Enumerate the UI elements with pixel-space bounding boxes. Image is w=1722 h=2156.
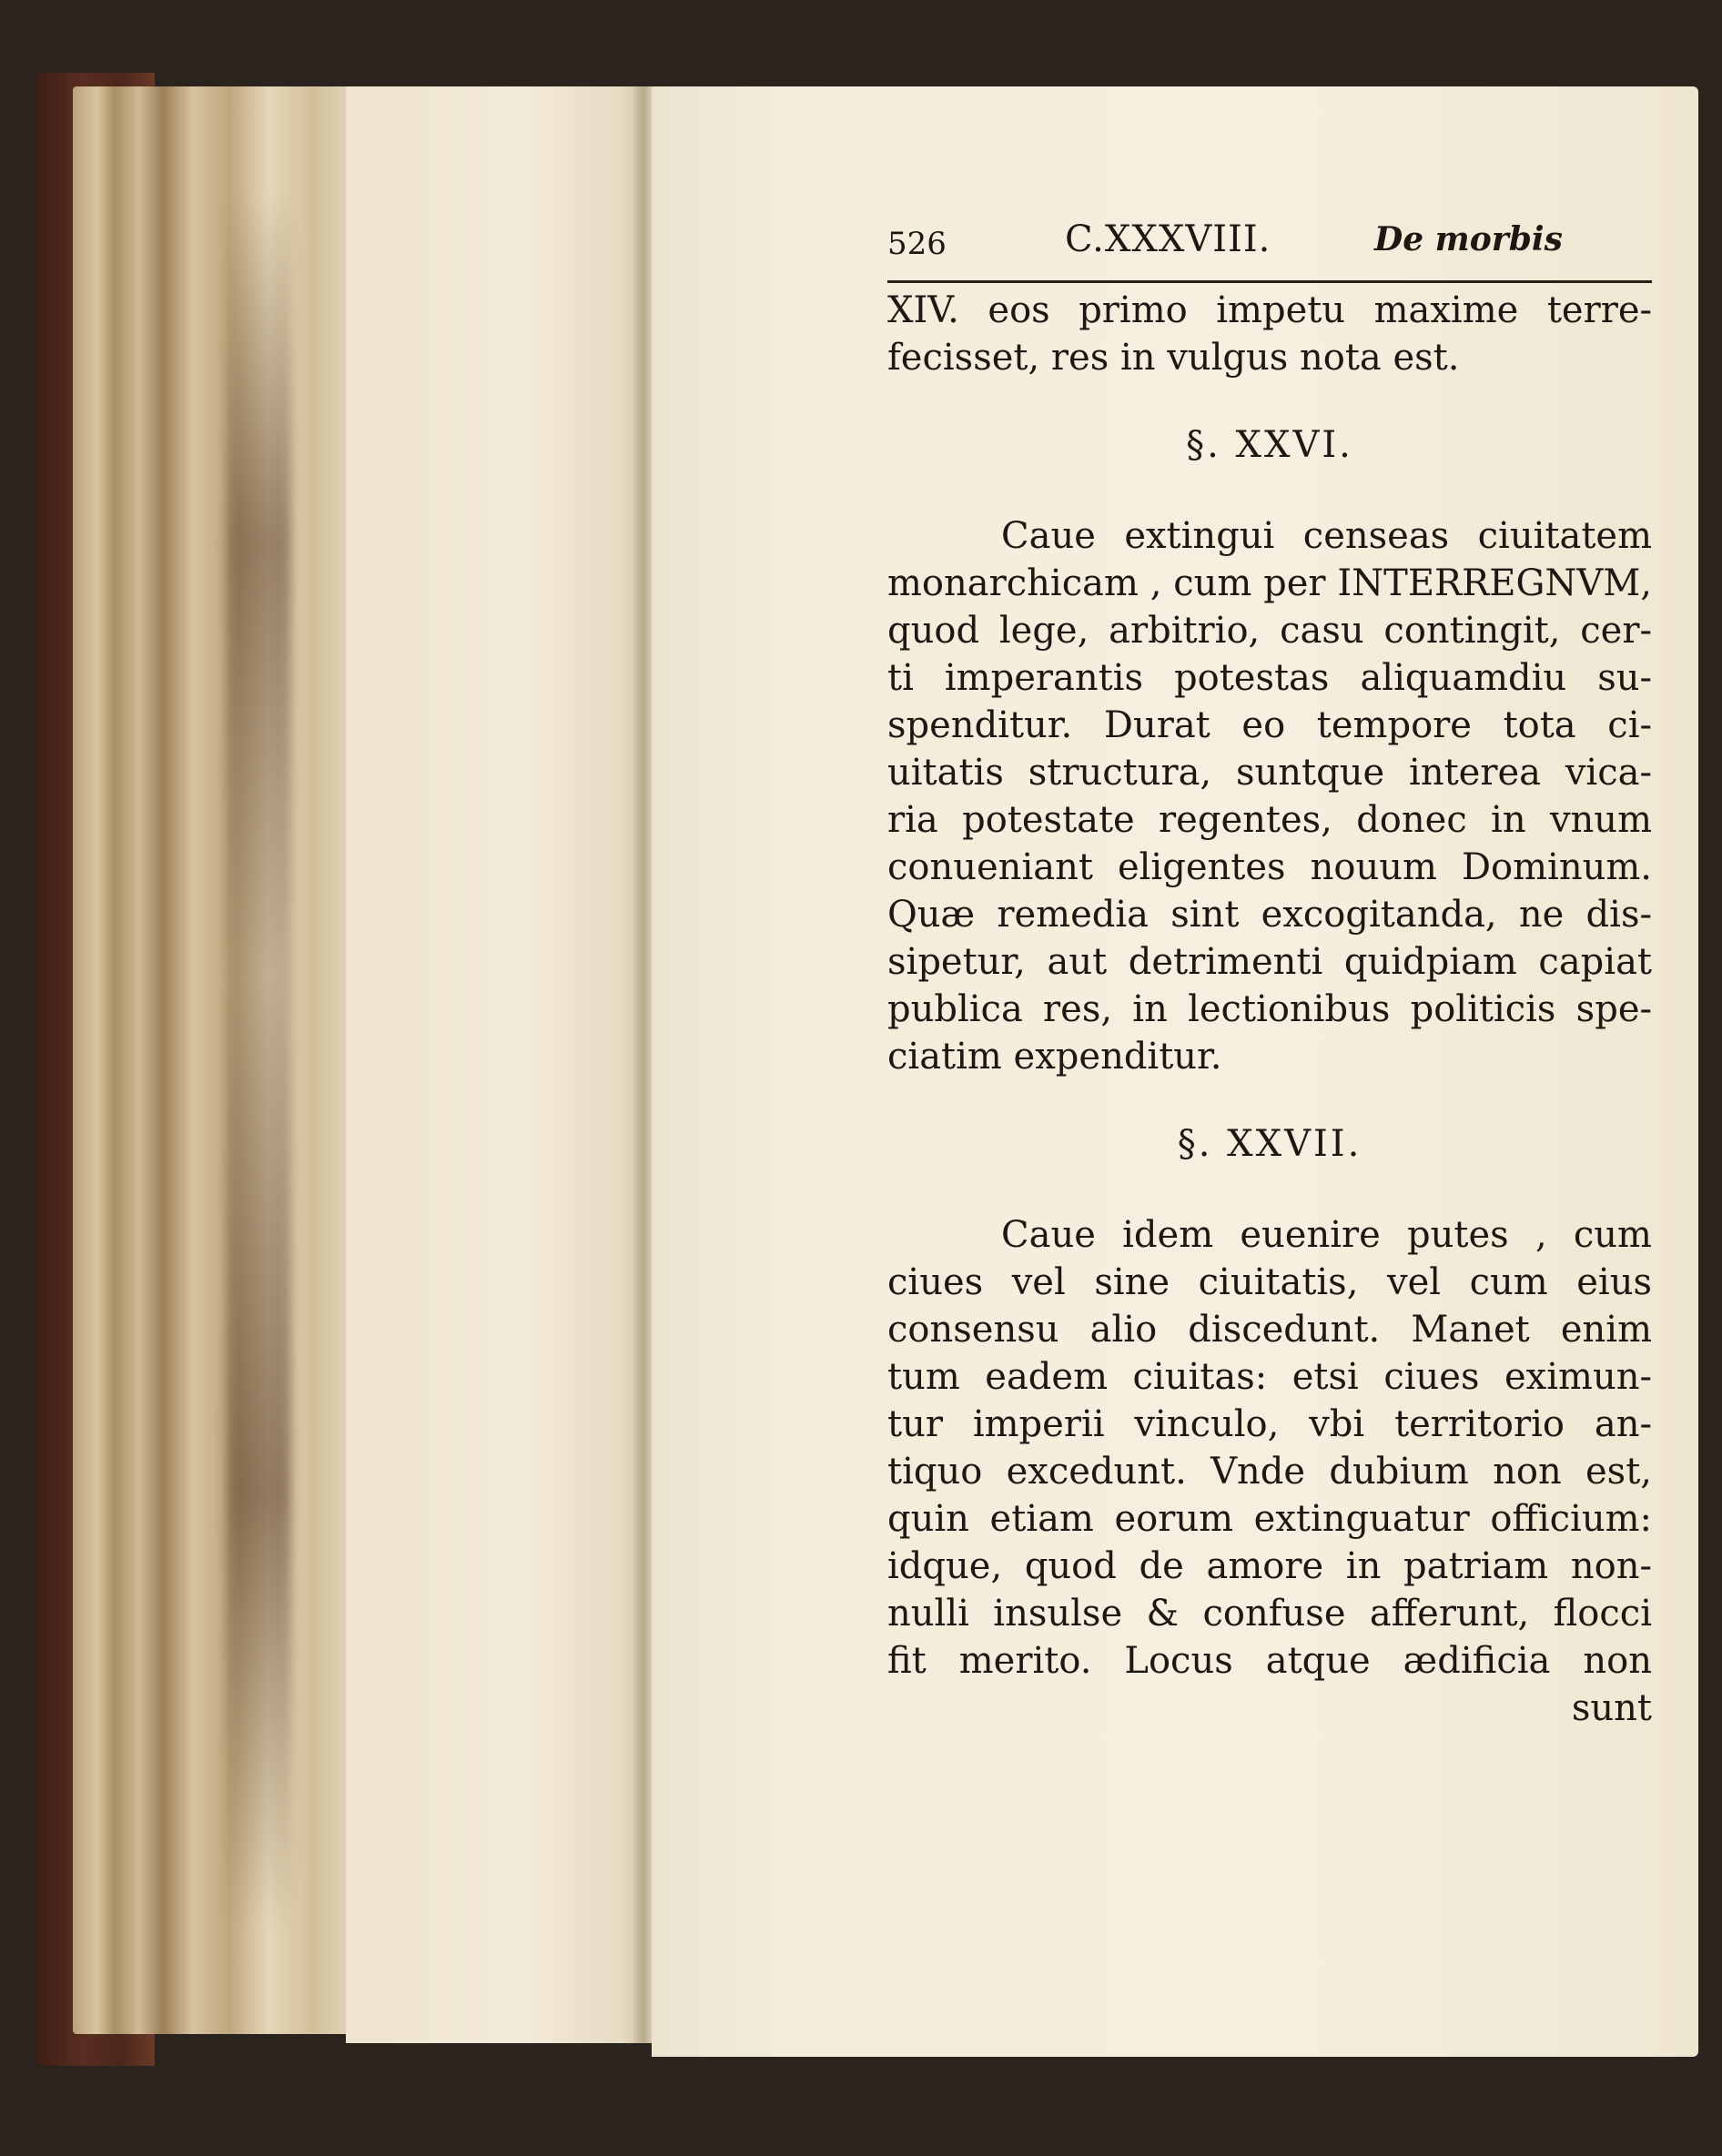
text-line: Quæ remedia sint excogitanda, ne dis- <box>887 894 1652 936</box>
page-edges <box>73 86 373 2034</box>
section-heading: §. XXVI. <box>1186 424 1353 466</box>
text-line: publica res, in lectionibus politicis spe- <box>887 988 1652 1030</box>
text-line: nulli insulse & confuse afferunt, flocci <box>887 1593 1652 1635</box>
text-line: ciatim expenditur. <box>887 1036 1222 1078</box>
gutter <box>633 86 653 2043</box>
header-rule <box>887 280 1652 283</box>
text-line: quod lege, arbitrio, casu contingit, cer- <box>887 610 1652 652</box>
chapter-label: C.XXXVIII. <box>1065 218 1271 260</box>
text-line: Caue idem euenire putes , cum <box>1001 1214 1652 1256</box>
text-line: XIV. eos primo impetu maxime terre- <box>887 289 1652 331</box>
text-line: spenditur. Durat eo tempore tota ci- <box>887 704 1652 746</box>
text-line: Caue extingui censeas ciuitatem <box>1001 515 1652 557</box>
running-title: De morbis <box>1374 220 1563 258</box>
section-paragraph <box>887 512 1652 1080</box>
catchword: sunt <box>1571 1687 1652 1729</box>
text-line: tur imperii vinculo, vbi territorio an- <box>887 1403 1652 1445</box>
text-line: tiquo excedunt. Vnde dubium non est, <box>887 1451 1652 1493</box>
text-line: fit merito. Locus atque ædificia non <box>887 1640 1652 1682</box>
text-line: ria potestate regentes, donec in vnum <box>887 799 1652 841</box>
page-number: 526 <box>887 226 947 262</box>
text-line: quin etiam eorum extinguatur officium: <box>887 1498 1652 1540</box>
text-line: fecisset, res in vulgus nota est. <box>887 337 1460 379</box>
section-paragraph <box>887 1211 1652 1685</box>
text-line: tum eadem ciuitas: etsi ciues eximun- <box>887 1356 1652 1398</box>
running-header <box>887 209 1652 273</box>
text-line: ti imperantis potestas aliquamdiu su- <box>887 657 1652 699</box>
text-line: ciues vel sine ciuitatis, vel cum eius <box>887 1261 1652 1303</box>
text-line: conueniant eligentes nouum Dominum. <box>887 846 1652 888</box>
page-text <box>887 209 1652 1732</box>
left-page-blank <box>346 86 646 2043</box>
text-line: idque, quod de amore in patriam non- <box>887 1545 1652 1587</box>
text-line: sipetur, aut detrimenti quidpiam capiat <box>887 941 1652 983</box>
text-line: uitatis structura, suntque interea vica- <box>887 752 1652 794</box>
text-line: monarchicam , cum per INTERREGNVM, <box>887 562 1652 604</box>
section-heading: §. XXVII. <box>1177 1123 1362 1165</box>
text-line: consensu alio discedunt. Manet enim <box>887 1309 1652 1351</box>
